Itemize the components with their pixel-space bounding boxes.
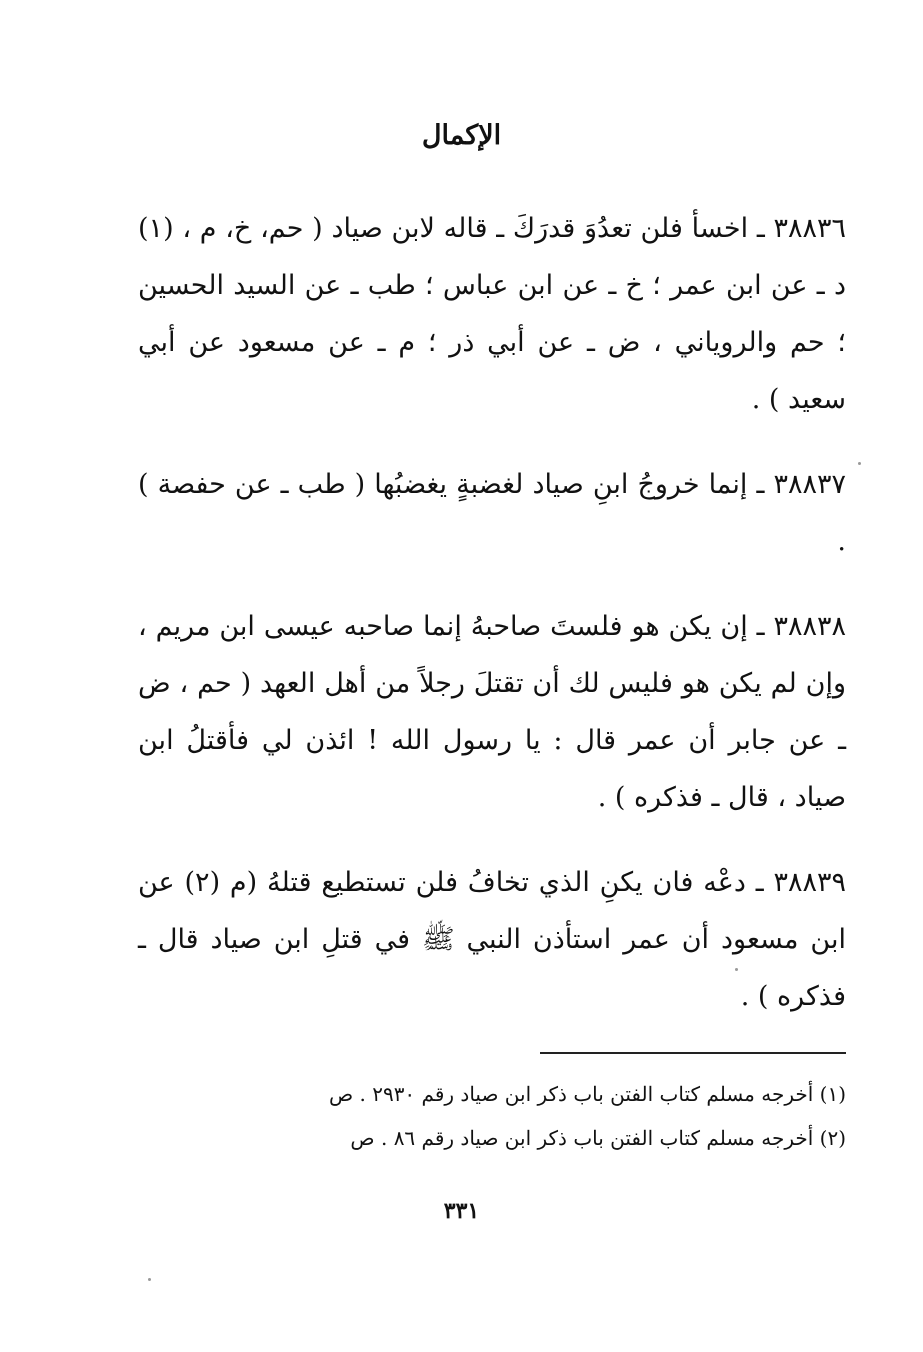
hadith-text: ـ إن يكن هو فلستَ صاحبهُ إنما صاحبه عيسى ابن مريم ، وإن لم يكن هو فليس لك أن تقتلَ رجلاً من أهل العهد ( حم ، ض ـ عن جابر أن عمر قال : يا رسول الله ! ائذن لي فأقتلُ ابن صياد ، قال ـ فذكره ) . (138, 611, 846, 813)
hadith-number: ٣٨٨٣٦ (773, 213, 846, 244)
footnote-1: (١) أخرجه مسلم كتاب الفتن باب ذكر ابن صياد رقم ٢٩٣٠ . ص (328, 1082, 846, 1106)
footnotes (230, 1072, 846, 1160)
scan-speck (735, 968, 738, 971)
page-number: ٣٣١ (443, 1198, 480, 1224)
hadith-entry (138, 598, 846, 826)
hadith-text: ـ دعْه فان يكنِ الذي تخافُ فلن تستطيع قتلهُ (م (٢) عن ابن مسعود أن عمر استأذن النبي ﷺ في قتلِ ابن صياد قال ـ فذكره ) . (138, 867, 846, 1012)
hadith-entry (138, 456, 846, 570)
hadith-entry (138, 200, 846, 428)
hadith-text: ـ اخسأ فلن تعدُوَ قدرَكَ ـ قاله لابن صياد ( حم، خ، م ، (١) د ـ عن ابن عمر ؛ خ ـ عن ابن عباس ؛ طب ـ عن السيد الحسين ؛ حم والروياني ، ض ـ عن أبي ذر ؛ م ـ عن مسعود عن أبي سعيد ) . (138, 213, 846, 415)
hadith-number: ٣٨٨٣٧ (773, 469, 846, 500)
footnote-divider (540, 1052, 846, 1054)
scan-speck (148, 1278, 151, 1281)
running-head: الإكمال (421, 120, 502, 151)
footnote-2: (٢) أخرجه مسلم كتاب الفتن باب ذكر ابن صياد رقم ٨٦ . ص (350, 1126, 846, 1150)
hadith-number: ٣٨٨٣٨ (773, 611, 846, 642)
hadith-number: ٣٨٨٣٩ (773, 867, 847, 898)
scan-speck (858, 462, 861, 465)
hadith-text: ـ إنما خروجُ ابنِ صياد لغضبةٍ يغضبُها ( طب ـ عن حفصة ) . (138, 469, 846, 557)
hadith-list (138, 200, 846, 1053)
hadith-entry (138, 854, 846, 1025)
